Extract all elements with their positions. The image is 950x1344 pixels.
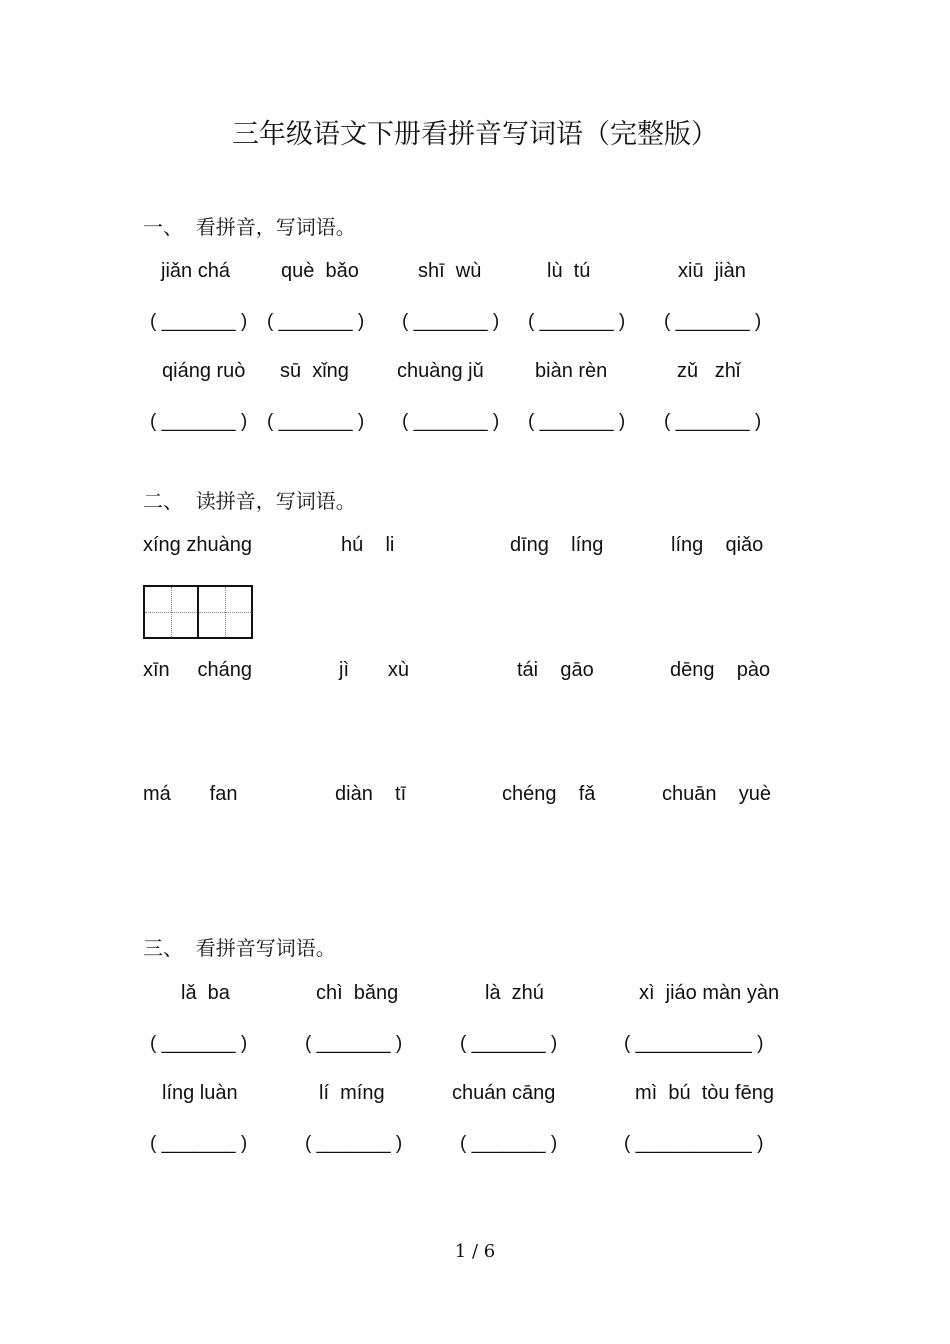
- pinyin-item: líng luàn: [162, 1082, 238, 1104]
- pinyin-item: xīn cháng: [143, 659, 252, 681]
- pinyin-item: dēng pào: [670, 659, 771, 681]
- answer-blank[interactable]: ( _______ ): [528, 311, 626, 332]
- pinyin-item: chuān yuè: [662, 783, 771, 805]
- answer-blank[interactable]: ( _______ ): [402, 411, 500, 432]
- answer-blank[interactable]: ( _______ ): [305, 1133, 403, 1154]
- pinyin-item: mì bú tòu fēng: [635, 1082, 774, 1104]
- pinyin-item: diàn tī: [335, 783, 407, 805]
- pinyin-item: chéng fǎ: [502, 783, 596, 805]
- section-3-heading: 三、 看拼音写词语。: [143, 936, 336, 960]
- pinyin-item: jiǎn chá: [161, 260, 230, 282]
- pinyin-item: biàn rèn: [535, 360, 608, 382]
- pinyin-item: xiū jiàn: [678, 260, 746, 282]
- pinyin-item: chì bǎng: [316, 982, 399, 1004]
- pinyin-item: sū xǐng: [280, 360, 349, 382]
- answer-blank[interactable]: ( _______ ): [150, 1033, 248, 1054]
- answer-blank[interactable]: ( _______ ): [460, 1033, 558, 1054]
- pinyin-item: líng qiǎo: [671, 534, 764, 556]
- answer-blank[interactable]: ( _______ ): [267, 311, 365, 332]
- pinyin-item: xíng zhuàng: [143, 534, 252, 556]
- answer-blank[interactable]: ( _______ ): [305, 1033, 403, 1054]
- answer-blank[interactable]: ( _______ ): [664, 411, 762, 432]
- page-title: 三年级语文下册看拼音写词语（完整版）: [232, 119, 718, 150]
- pinyin-item: lù tú: [547, 260, 591, 282]
- pinyin-item: lǎ ba: [181, 982, 230, 1004]
- answer-blank[interactable]: ( _______ ): [150, 311, 248, 332]
- pinyin-item: jì xù: [339, 659, 410, 681]
- pinyin-item: xì jiáo màn yàn: [639, 982, 780, 1004]
- pinyin-item: lí míng: [319, 1082, 385, 1104]
- pinyin-item: là zhú: [485, 982, 544, 1004]
- pinyin-item: shī wù: [418, 260, 482, 282]
- answer-blank[interactable]: ( _______ ): [528, 411, 626, 432]
- pinyin-item: dīng líng: [510, 534, 604, 556]
- grid-cell[interactable]: [145, 587, 197, 637]
- answer-blank[interactable]: ( _______ ): [150, 1133, 248, 1154]
- answer-blank[interactable]: ( _______ ): [150, 411, 248, 432]
- answer-blank[interactable]: ( _______ ): [664, 311, 762, 332]
- pinyin-item: má fan: [143, 783, 238, 805]
- pinyin-item: chuán cāng: [452, 1082, 556, 1104]
- answer-blank[interactable]: ( _______ ): [460, 1133, 558, 1154]
- answer-blank[interactable]: ( _______ ): [267, 411, 365, 432]
- grid-cell[interactable]: [197, 587, 251, 637]
- answer-blank[interactable]: ( _______ ): [402, 311, 500, 332]
- section-1-heading: 一、 看拼音，写词语。: [143, 215, 356, 239]
- pinyin-item: què bǎo: [281, 260, 359, 282]
- pinyin-item: hú li: [341, 534, 395, 556]
- page-number: 1 / 6: [454, 1241, 496, 1262]
- pinyin-item: tái gāo: [517, 659, 594, 681]
- character-grid[interactable]: [143, 585, 253, 639]
- answer-blank-long[interactable]: ( ___________ ): [624, 1133, 764, 1154]
- pinyin-item: zǔ zhǐ: [677, 360, 741, 382]
- pinyin-item: qiáng ruò: [162, 360, 246, 382]
- pinyin-item: chuàng jǔ: [397, 360, 484, 382]
- section-2-heading: 二、 读拼音，写词语。: [143, 489, 356, 513]
- answer-blank-long[interactable]: ( ___________ ): [624, 1033, 764, 1054]
